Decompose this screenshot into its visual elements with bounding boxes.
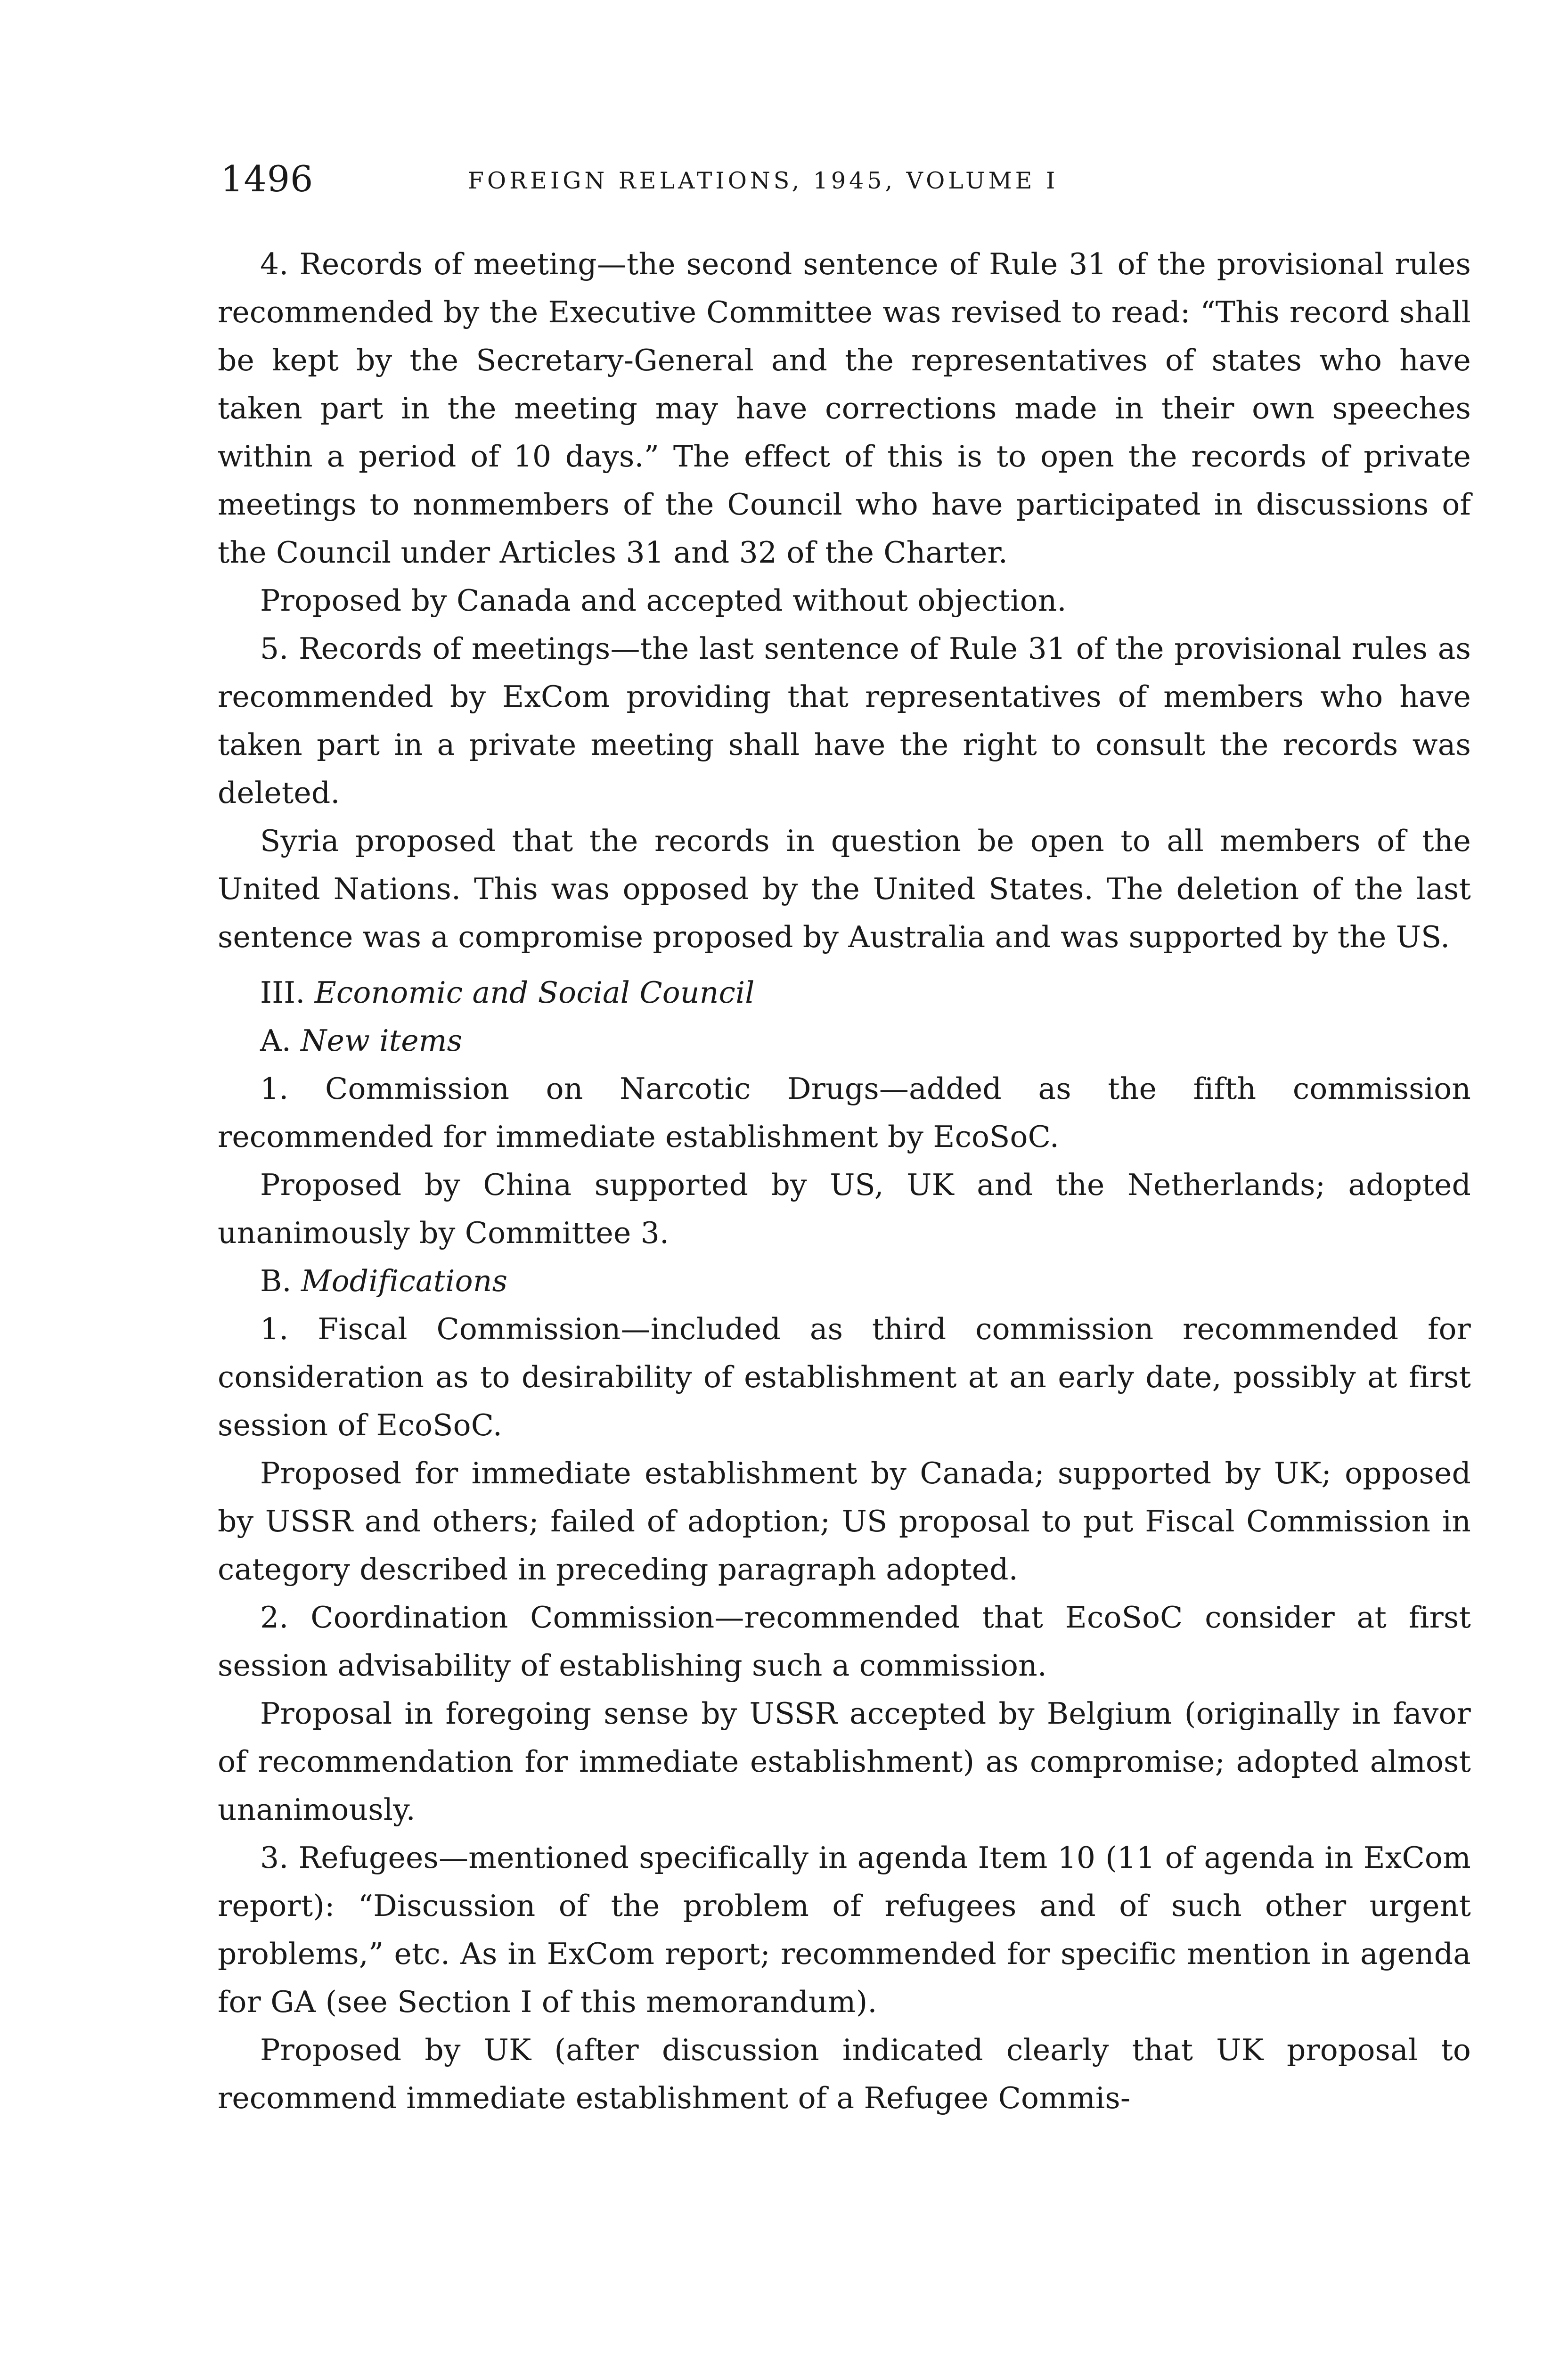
paragraph-ussr-proposal: Proposal in foregoing sense by USSR accepted by Belgium (originally in favor of recommendation for immediate establishment) as compromise; adopted almost unanimously. [218, 1696, 1471, 1827]
paragraph-canada-proposal: Proposed by Canada and accepted without objection. [260, 583, 1067, 618]
running-head: FOREIGN RELATIONS, 1945, VOLUME I [468, 167, 1059, 194]
paragraph-coordination-commission: 2. Coordination Commission—recommended that EcoSoC consider at first session advisability of establishing such a commission. [218, 1600, 1471, 1683]
subsection-heading-new-items [218, 1017, 1471, 1065]
paragraph-china-proposal: Proposed by China supported by US, UK and the Netherlands; adopted unanimously by Committee 3. [218, 1168, 1471, 1250]
paragraph-rule-31-revision: 4. Records of meeting—the second sentence of Rule 31 of the provisional rules recommended by the Executive Committee was revised to read: “This record shall be kept by the Secretary-General and the representatives of states who have taken part in the meeting may have corrections made in their own speeches within a period of 10 days.” The effect of this is to open the records of private meetings to nonmembers of the Council who have participated in discussions of the Council under Articles 31 and 32 of the Charter. [218, 247, 1471, 570]
subsection-title: Modifications [301, 1264, 508, 1298]
section-title: Economic and Social Council [314, 975, 755, 1010]
page-header [220, 155, 1474, 207]
section-heading-economic-social-council [218, 969, 1471, 1017]
paragraph-refugees: 3. Refugees—mentioned specifically in agenda Item 10 (11 of agenda in ExCom report): “Discussion of the problem of refugees and of such other urgent problems,” etc. As in ExCom report; recommended for specific mention in agenda for GA (see Section I of this memorandum). [218, 1841, 1471, 2019]
paragraph-syria-proposal: Syria proposed that the records in question be open to all members of the United Nations. This was opposed by the United States. The deletion of the last sentence was a compromise proposed by Australia and was supported by the US. [218, 824, 1471, 954]
paragraph-narcotic-drugs: 1. Commission on Narcotic Drugs—added as the fifth commission recommended for immediate establishment by EcoSoC. [218, 1072, 1471, 1154]
section-label: III. [260, 975, 305, 1010]
subsection-heading-modifications [218, 1257, 1471, 1305]
paragraph-canada-fiscal-proposal: Proposed for immediate establishment by Canada; supported by UK; opposed by USSR and others; failed of adoption; US proposal to put Fiscal Commission in category described in preceding paragraph adopted. [218, 1456, 1471, 1587]
paragraph-uk-proposal: Proposed by UK (after discussion indicated clearly that UK proposal to recommend immediate establishment of a Refugee Commis- [218, 2033, 1471, 2115]
paragraph-rule-31-deletion: 5. Records of meetings—the last sentence of Rule 31 of the provisional rules as recommended by ExCom providing that representatives of members who have taken part in a private meeting shall have the right to consult the records was deleted. [218, 631, 1471, 810]
paragraph-fiscal-commission: 1. Fiscal Commission—included as third commission recommended for consideration as to desirability of establishment at an early date, possibly at first session of EcoSoC. [218, 1312, 1471, 1442]
subsection-label: A. [260, 1023, 291, 1058]
subsection-title: New items [301, 1023, 463, 1058]
subsection-label: B. [260, 1264, 292, 1298]
page-body [218, 240, 1471, 2122]
page-number: 1496 [220, 158, 314, 200]
